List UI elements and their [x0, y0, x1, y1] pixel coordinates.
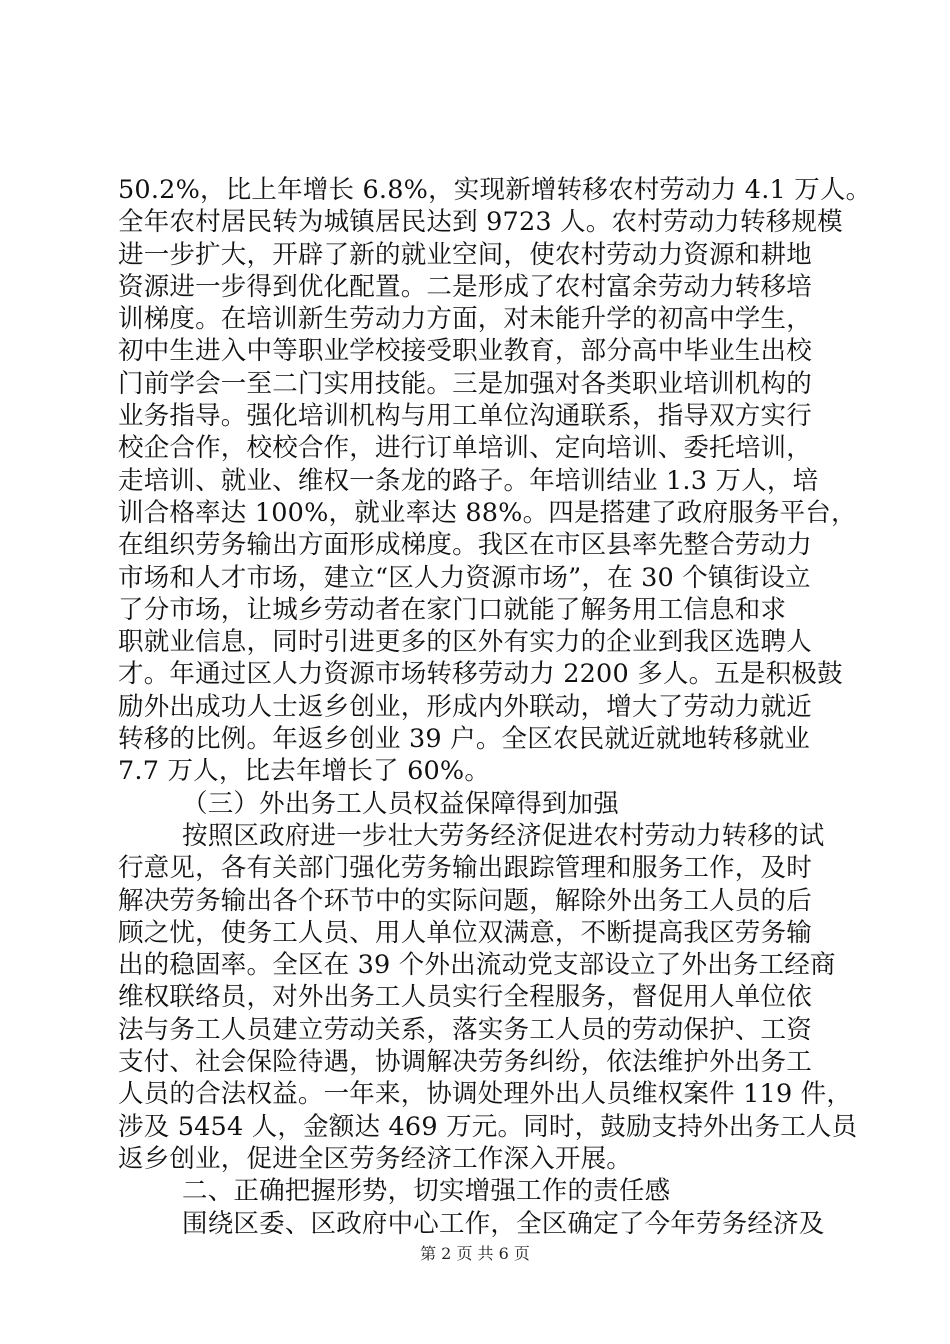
text-line: 训梯度。在培训新生劳动力方面，对未能升学的初高中学生， — [118, 304, 812, 335]
text-line: 维权联络员，对外出务工人员实行全程服务，督促用人单位依 — [118, 982, 812, 1013]
text-line: 返乡创业，促进全区劳务经济工作深入开展。 — [118, 1143, 633, 1174]
text-line: 全年农村居民转为城镇居民达到 9723 人。农村劳动力转移规模 — [118, 207, 843, 238]
text-line: 才。年通过区人力资源市场转移劳动力 2200 多人。五是积极鼓 — [118, 659, 843, 690]
text-line: 校企合作，校校合作，进行订单培训、定向培训、委托培训， — [118, 433, 812, 464]
text-line: 50.2%，比上年增长 6.8%，实现新增转移农村劳动力 4.1 万人。 — [118, 175, 872, 205]
page-number: 第 2 页 共 6 页 — [420, 1244, 530, 1263]
text-line: 业务指导。强化培训机构与用工单位沟通联系，指导双方实行 — [118, 401, 812, 432]
text-line: 按照区政府进一步壮大劳务经济促进农村劳动力转移的试 — [182, 820, 825, 851]
text-line: 走培训、就业、维权一条龙的路子。年培训结业 1.3 万人，培 — [118, 465, 819, 496]
section-heading: （三）外出务工人员权益保障得到加强 — [182, 788, 619, 819]
document-body — [118, 174, 872, 1240]
text-line: 励外出成功人士返乡创业，形成内外联动，增大了劳动力就近 — [118, 691, 812, 722]
text-line: 法与务工人员建立劳动关系，落实务工人员的劳动保护、工资 — [118, 1014, 812, 1045]
text-line: 转移的比例。年返乡创业 39 户。全区农民就近就地转移就业 — [118, 724, 810, 755]
text-line: 人员的合法权益。一年来，协调处理外出人员维权案件 119 件， — [118, 1079, 853, 1110]
text-line: 职就业信息，同时引进更多的区外有实力的企业到我区选聘人 — [118, 627, 812, 658]
text-line: 训合格率达 100%，就业率达 88%。四是搭建了政府服务平台， — [118, 497, 857, 528]
text-line: 涉及 5454 人，金额达 469 万元。同时，鼓励支持外出务工人员 — [118, 1111, 858, 1142]
text-line: 初中生进入中等职业学校接受职业教育，部分高中毕业生出校 — [118, 336, 812, 367]
text-line: 出的稳固率。全区在 39 个外出流动党支部设立了外出务工经商 — [118, 950, 836, 981]
text-line: 支付、社会保险待遇，协调解决劳务纠纷，依法维护外出务工 — [118, 1047, 812, 1078]
text-line: 行意见，各有关部门强化劳务输出跟踪管理和服务工作，及时 — [118, 853, 812, 884]
text-line: 在组织劳务输出方面形成梯度。我区在市区县率先整合劳动力 — [118, 530, 812, 561]
text-line: 7.7 万人，比去年增长了 60%。 — [118, 756, 491, 787]
text-line: 围绕区委、区政府中心工作，全区确定了今年劳务经济及 — [182, 1208, 825, 1239]
text-line: 了分市场，让城乡劳动者在家门口就能了解务用工信息和求 — [118, 594, 787, 625]
text-line: 市场和人才市场，建立“区人力资源市场”，在 30 个镇街设立 — [118, 562, 811, 593]
text-line: 顾之忧，使务工人员、用人单位双满意，不断提高我区劳务输 — [118, 917, 812, 948]
section-heading: 二、正确把握形势，切实增强工作的责任感 — [182, 1176, 671, 1207]
text-line: 资源进一步得到优化配置。二是形成了农村富余劳动力转移培 — [118, 271, 812, 302]
text-line: 门前学会一至二门实用技能。三是加强对各类职业培训机构的 — [118, 368, 812, 399]
page-footer — [0, 1244, 950, 1264]
text-line: 进一步扩大，开辟了新的就业空间，使农村劳动力资源和耕地 — [118, 239, 812, 270]
text-line: 解决劳务输出各个环节中的实际问题，解除外出务工人员的后 — [118, 885, 812, 916]
